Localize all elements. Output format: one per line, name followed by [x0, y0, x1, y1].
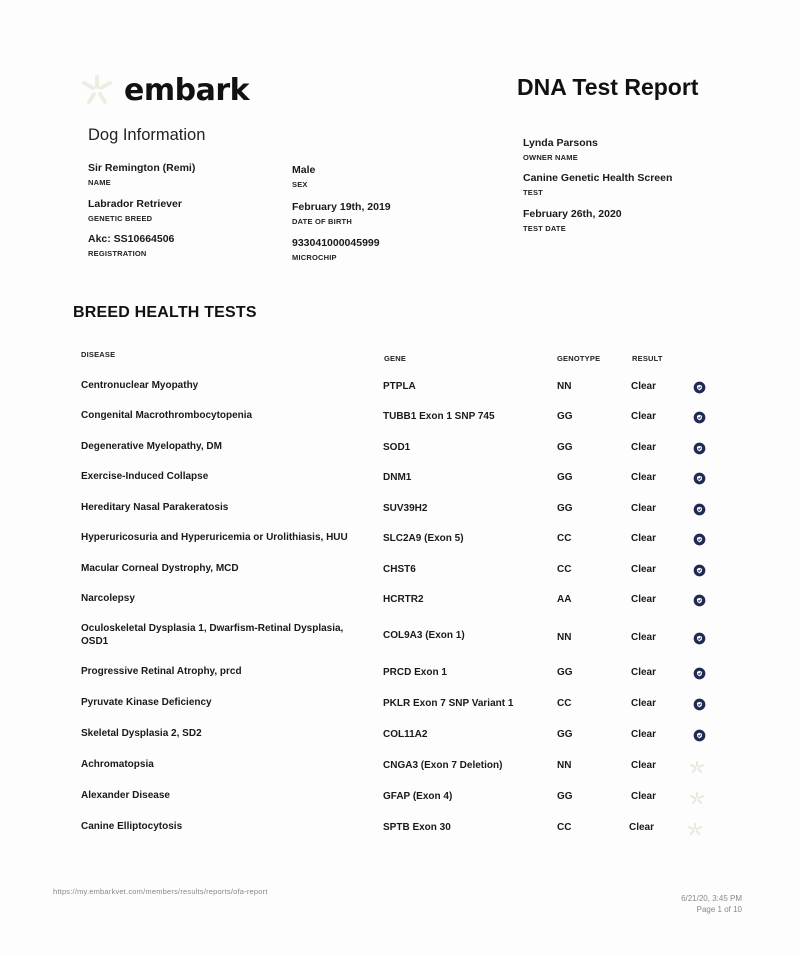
brand-name: embark	[124, 72, 250, 108]
disease-cell: Skeletal Dysplasia 2, SD2	[81, 728, 202, 739]
result-cell: Clear	[631, 791, 657, 802]
dog-name-value: Sir Remington (Remi)	[88, 162, 196, 174]
check-shield-icon	[693, 381, 706, 394]
embark-logo	[80, 62, 249, 118]
faded-embark-icon	[686, 822, 704, 836]
field-registration	[88, 233, 174, 258]
disease-cell: Canine Elliptocytosis	[81, 821, 183, 832]
footer-meta	[660, 893, 742, 915]
result-cell: Clear	[631, 564, 657, 575]
disease-cell: Achromatopsia	[81, 759, 154, 770]
table-row	[0, 820, 800, 840]
report-title: DNA Test Report	[517, 74, 699, 100]
table-row	[0, 727, 800, 747]
genotype-cell: NN	[557, 632, 572, 643]
dog-name-label: NAME	[88, 178, 111, 187]
microchip-label: MICROCHIP	[292, 253, 337, 262]
field-test-date	[523, 208, 622, 233]
check-shield-icon	[693, 503, 706, 516]
table-row	[0, 622, 800, 650]
result-cell: Clear	[631, 472, 657, 483]
col-header-disease: DISEASE	[81, 350, 116, 359]
result-cell: Clear	[631, 632, 657, 643]
check-shield-icon	[693, 472, 706, 485]
test-value: Canine Genetic Health Screen	[523, 172, 673, 184]
faded-embark-icon	[688, 760, 706, 774]
disease-cell: Congenital Macrothrombocytopenia	[81, 410, 253, 421]
test-date-value: February 26th, 2020	[523, 208, 622, 220]
check-shield-icon	[693, 594, 706, 607]
table-row	[0, 592, 800, 612]
dob-value: February 19th, 2019	[292, 201, 391, 213]
gene-cell: HCRTR2	[383, 594, 424, 605]
disease-cell: Degenerative Myelopathy, DM	[81, 441, 222, 452]
result-cell: Clear	[631, 729, 657, 740]
check-shield-icon	[693, 729, 706, 742]
disease-cell: Hereditary Nasal Parakeratosis	[81, 502, 229, 513]
result-cell: Clear	[629, 822, 655, 833]
field-breed	[88, 198, 182, 223]
faded-embark-icon	[688, 791, 706, 805]
check-shield-icon	[693, 411, 706, 424]
gene-cell: CHST6	[383, 564, 416, 575]
check-shield-icon	[693, 533, 706, 546]
disease-cell: Pyruvate Kinase Deficiency	[81, 697, 212, 708]
genotype-cell: NN	[557, 760, 572, 771]
genotype-cell: GG	[557, 667, 573, 678]
gene-cell: COL9A3 (Exon 1)	[383, 630, 465, 641]
gene-cell: PKLR Exon 7 SNP Variant 1	[383, 698, 514, 709]
disease-cell: Hyperuricosuria and Hyperuricemia or Urolithiasis, HUU	[81, 532, 348, 543]
genotype-cell: GG	[557, 729, 573, 740]
disease-cell: Macular Corneal Dystrophy, MCD	[81, 563, 239, 574]
result-cell: Clear	[631, 698, 657, 709]
genotype-cell: CC	[557, 533, 572, 544]
footer-url: https://my.embarkvet.com/members/results/reports/ofa-report	[53, 887, 268, 896]
genotype-cell: CC	[557, 698, 572, 709]
result-cell: Clear	[631, 667, 657, 678]
result-cell: Clear	[631, 442, 657, 453]
table-row	[0, 562, 800, 582]
table-row	[0, 440, 800, 460]
page-number: Page 1 of 10	[696, 905, 742, 914]
field-name	[88, 162, 195, 187]
disease-cell: Progressive Retinal Atrophy, prcd	[81, 666, 242, 677]
dog-info-heading: Dog Information	[88, 126, 206, 144]
test-date-label: TEST DATE	[523, 224, 566, 233]
gene-cell: SUV39H2	[383, 503, 428, 514]
disease-cell: Narcolepsy	[81, 593, 135, 604]
breed-value: Labrador Retriever	[88, 198, 182, 210]
check-shield-icon	[693, 442, 706, 455]
result-cell: Clear	[631, 760, 657, 771]
field-owner	[523, 137, 598, 162]
microchip-value: 933041000045999	[292, 237, 380, 249]
genotype-cell: CC	[557, 822, 572, 833]
sex-value: Male	[292, 164, 316, 176]
gene-cell: SOD1	[383, 442, 411, 453]
table-row	[0, 379, 800, 399]
field-dob	[292, 201, 391, 226]
gene-cell: GFAP (Exon 4)	[383, 791, 453, 802]
genotype-cell: NN	[557, 381, 572, 392]
table-row	[0, 789, 800, 809]
result-cell: Clear	[631, 503, 657, 514]
result-cell: Clear	[631, 411, 657, 422]
registration-value: Akc: SS10664506	[88, 233, 175, 245]
gene-cell: PRCD Exon 1	[383, 667, 447, 678]
genotype-cell: AA	[557, 594, 572, 605]
col-header-result: RESULT	[632, 354, 663, 363]
dob-label: DATE OF BIRTH	[292, 217, 352, 226]
field-microchip	[292, 237, 380, 262]
embark-star-icon	[80, 73, 114, 107]
field-sex	[292, 164, 315, 189]
result-cell: Clear	[631, 533, 657, 544]
disease-cell: Centronuclear Myopathy	[81, 380, 199, 391]
check-shield-icon	[693, 564, 706, 577]
registration-label: REGISTRATION	[88, 249, 147, 258]
owner-value: Lynda Parsons	[523, 137, 598, 149]
genotype-cell: CC	[557, 564, 572, 575]
field-test	[523, 172, 672, 197]
check-shield-icon	[693, 698, 706, 711]
gene-cell: TUBB1 Exon 1 SNP 745	[383, 411, 495, 422]
test-label: TEST	[523, 188, 543, 197]
gene-cell: CNGA3 (Exon 7 Deletion)	[383, 760, 503, 771]
col-header-genotype: GENOTYPE	[557, 354, 601, 363]
owner-label: OWNER NAME	[523, 153, 578, 162]
genotype-cell: GG	[557, 411, 573, 422]
section-title: BREED HEALTH TESTS	[73, 304, 257, 321]
table-row	[0, 409, 800, 429]
check-shield-icon	[693, 632, 706, 645]
print-datetime: 6/21/20, 3:45 PM	[681, 894, 742, 903]
check-shield-icon	[693, 667, 706, 680]
table-row	[0, 696, 800, 716]
gene-cell: PTPLA	[383, 381, 416, 392]
gene-cell: SLC2A9 (Exon 5)	[383, 533, 464, 544]
breed-label: GENETIC BREED	[88, 214, 153, 223]
genotype-cell: GG	[557, 503, 573, 514]
table-row	[0, 531, 800, 551]
sex-label: SEX	[292, 180, 308, 189]
disease-cell: Alexander Disease	[81, 790, 170, 801]
disease-cell: Oculoskeletal Dysplasia 1, Dwarfism-Retinal Dysplasia, OSD1	[81, 623, 344, 647]
disease-cell: Exercise-Induced Collapse	[81, 471, 209, 482]
table-row	[0, 501, 800, 521]
gene-cell: DNM1	[383, 472, 412, 483]
gene-cell: SPTB Exon 30	[383, 822, 451, 833]
genotype-cell: GG	[557, 442, 573, 453]
table-row	[0, 758, 800, 778]
result-cell: Clear	[631, 381, 657, 392]
col-header-gene: GENE	[384, 354, 407, 363]
gene-cell: COL11A2	[383, 729, 428, 740]
genotype-cell: GG	[557, 791, 573, 802]
result-cell: Clear	[631, 594, 657, 605]
table-row	[0, 665, 800, 685]
table-row	[0, 470, 800, 490]
genotype-cell: GG	[557, 472, 573, 483]
